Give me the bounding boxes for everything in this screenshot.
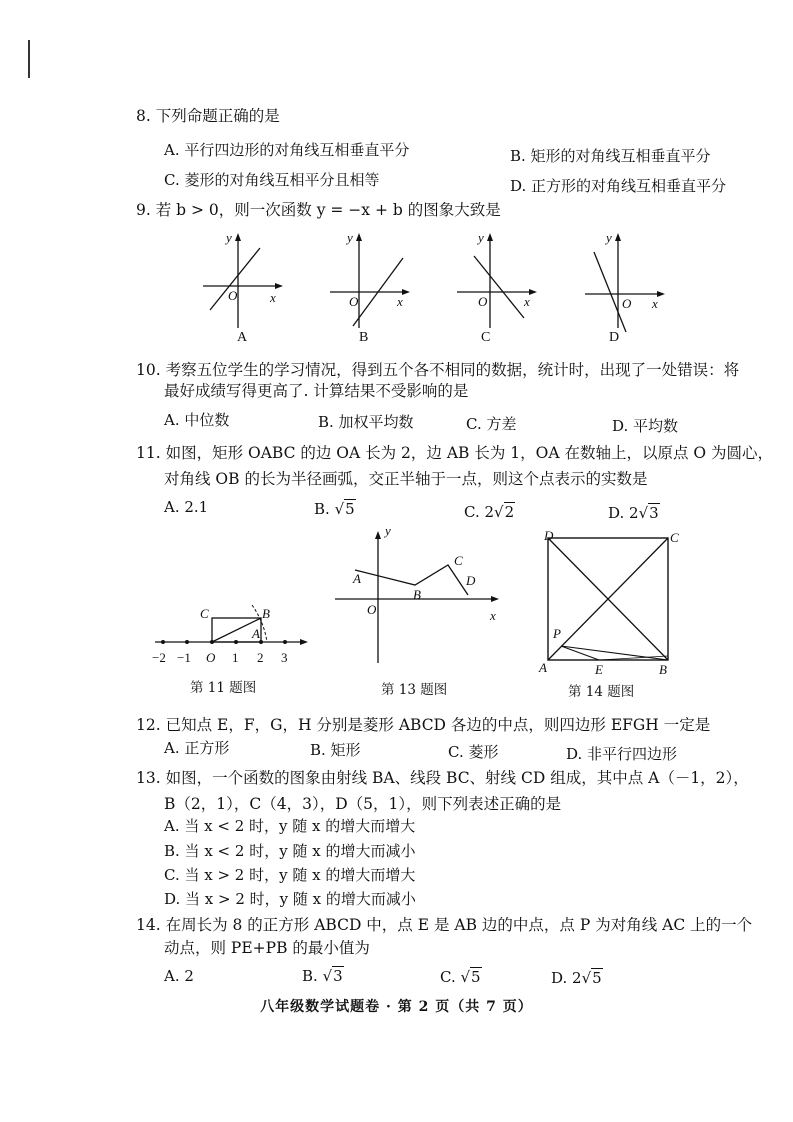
q9-label-a: A (237, 330, 248, 345)
q14-stem-line2: 动点，则 PE+PB 的最小值为 (164, 939, 370, 957)
q9-stem: 9. 若 b > 0，则一次函数 y = −x + b 的图象大致是 (136, 201, 501, 219)
q9-graph-d (580, 228, 670, 338)
q9d-axis-x: x (652, 296, 658, 311)
q8-option-d: D. 正方形的对角线互相垂直平分 (510, 177, 727, 195)
fig13-point-a: A (353, 571, 361, 586)
q12-option-b: B. 矩形 (310, 741, 361, 759)
fig14-point-e: E (595, 662, 603, 677)
fig14-point-d: D (544, 528, 554, 543)
fig11-point-b: B (262, 606, 270, 621)
q9a-origin: O (228, 288, 238, 303)
binding-mark (28, 40, 30, 78)
q9-graph-a (198, 228, 288, 338)
q13-option-a: A. 当 x < 2 时，y 随 x 的增大而增大 (164, 817, 416, 835)
fig11-tick-2: 2 (257, 650, 264, 665)
q9c-origin: O (478, 294, 488, 309)
q13-option-b: B. 当 x < 2 时，y 随 x 的增大而减小 (164, 842, 416, 860)
q9c-axis-y: y (478, 230, 484, 245)
q10-option-b: B. 加权平均数 (318, 413, 414, 431)
page-footer: 八年级数学试题卷 · 第 2 页（共 7 页） (260, 999, 533, 1015)
q13-option-c: C. 当 x > 2 时，y 随 x 的增大而增大 (164, 866, 416, 884)
q14-option-a: A. 2 (164, 967, 194, 985)
q9a-axis-x: x (270, 290, 276, 305)
q9b-origin: O (349, 294, 359, 309)
q8-option-b: B. 矩形的对角线互相垂直平分 (510, 147, 711, 165)
q10-option-c: C. 方差 (466, 415, 517, 433)
fig13-point-d: D (466, 573, 476, 588)
q9-graph-b (325, 228, 415, 338)
fig11-tick-o: O (206, 650, 216, 665)
q9d-axis-y: y (606, 230, 612, 245)
q10-option-a: A. 中位数 (164, 411, 230, 429)
q9a-axis-y: y (226, 230, 232, 245)
q11-option-c: C. 2√2 (464, 503, 515, 521)
q13-option-d: D. 当 x > 2 时，y 随 x 的增大而减小 (164, 890, 416, 908)
q11-option-d: D. 2√3 (608, 504, 659, 522)
fig13-caption: 第 13 题图 (381, 682, 448, 698)
fig14-point-b: B (659, 662, 667, 677)
q14-stem-line1: 14. 在周长为 8 的正方形 ABCD 中，点 E 是 AB 边的中点，点 P 为对角线 AC 上的一个 (136, 916, 753, 934)
q13-stem-line1: 13. 如图，一个函数的图象由射线 BA、线段 BC、射线 CD 组成，其中点 A（－1，2）， (136, 769, 749, 787)
q11-stem-line2: 对角线 OB 的长为半径画弧，交正半轴于一点，则这个点表示的实数是 (164, 470, 648, 488)
fig13-point-c: C (454, 553, 463, 568)
q14-option-d: D. 2√5 (551, 969, 602, 987)
q10-option-d: D. 平均数 (612, 417, 679, 435)
fig13-axis-x: x (490, 608, 496, 623)
fig13-axis-y: y (385, 523, 391, 538)
q12-option-d: D. 非平行四边形 (566, 745, 678, 763)
fig11-tick-3: 3 (281, 650, 288, 665)
q8-stem: 8. 下列命题正确的是 (136, 107, 280, 125)
fig11-point-c: C (200, 606, 209, 621)
q12-stem: 12. 已知点 E，F，G，H 分别是菱形 ABCD 各边的中点，则四边形 EFGH 一定是 (136, 716, 711, 734)
q9c-axis-x: x (524, 294, 530, 309)
fig14-point-c: C (670, 530, 679, 545)
fig11-tick-m2: −2 (152, 650, 166, 665)
q10-stem-line2: 最好成绩写得更高了. 计算结果不受影响的是 (164, 382, 469, 400)
fig13-origin: O (367, 602, 377, 617)
q9b-axis-y: y (347, 230, 353, 245)
fig14-caption: 第 14 题图 (568, 684, 635, 700)
figure-13 (333, 525, 508, 665)
fig14-point-p: P (553, 626, 561, 641)
q8-option-c: C. 菱形的对角线互相平分且相等 (164, 171, 380, 189)
fig11-tick-m1: −1 (177, 650, 191, 665)
q14-option-c: C. √5 (440, 968, 481, 986)
q11-option-b: B. √5 (314, 500, 355, 518)
fig11-tick-1: 1 (232, 650, 239, 665)
fig14-point-a: A (539, 660, 547, 675)
fig11-caption: 第 11 题图 (190, 680, 257, 696)
q9-label-c: C (481, 330, 491, 345)
q9b-axis-x: x (397, 294, 403, 309)
q14-option-b: B. √3 (302, 967, 343, 985)
q13-stem-line2: B（2，1），C（4，3），D（5，1），则下列表述正确的是 (164, 795, 562, 813)
q11-stem-line1: 11. 如图，矩形 OABC 的边 OA 长为 2，边 AB 长为 1，OA 在数轴上，以原点 O 为圆心， (136, 444, 774, 462)
figure-14 (535, 528, 685, 678)
figure-11 (150, 600, 320, 675)
q12-option-a: A. 正方形 (164, 739, 230, 757)
fig11-point-a: A (252, 626, 260, 641)
q8-option-a: A. 平行四边形的对角线互相垂直平分 (164, 141, 410, 159)
q9-label-d: D (609, 330, 620, 345)
q10-stem-line1: 10. 考察五位学生的学习情况，得到五个各不相同的数据，统计时，出现了一处错误：将 (136, 361, 740, 379)
q11-option-a: A. 2.1 (164, 498, 209, 516)
q9-label-b: B (359, 330, 369, 345)
q9d-origin: O (622, 296, 632, 311)
q9-graph-c (452, 228, 542, 338)
fig13-point-b: B (413, 587, 421, 602)
q12-option-c: C. 菱形 (448, 743, 499, 761)
